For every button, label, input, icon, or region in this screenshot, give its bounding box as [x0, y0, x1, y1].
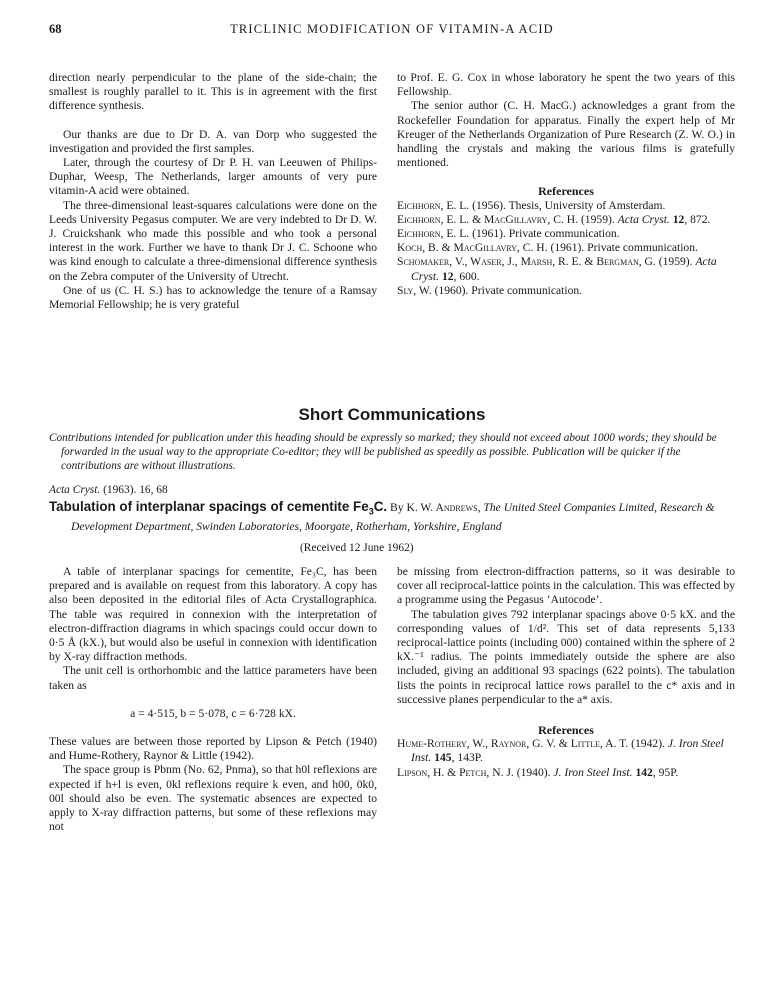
- bottom-left-column: [49, 565, 377, 834]
- reference-list: [397, 737, 735, 780]
- reference-item: Eichhorn, E. L. (1961). Private communication.: [397, 227, 620, 241]
- paragraph: One of us (C. H. S.) has to acknowledge the tenure of a Ramsay Memorial Fellowship; he is very grateful: [49, 283, 377, 312]
- references-heading: References: [538, 184, 594, 199]
- reference-item: Eichhorn, E. L. (1956). Thesis, University of Amsterdam.: [397, 198, 666, 212]
- bottom-right-column: [397, 565, 735, 780]
- reference-item: Eichhorn, E. L. & MacGillavry, C. H. (1959). Acta Cryst. 12, 872.: [397, 212, 711, 226]
- received-date: (Received 12 June 1962): [300, 542, 414, 554]
- paragraph: Later, through the courtesy of Dr P. H. van Leeuwen of Philips-Duphar, Weesp, The Netherlands, larger amounts of very pure vitamin-A acid were obtained.: [49, 156, 377, 198]
- paragraph: The space group is Pbnm (No. 62, Pnma), so that h0l reflexions are expected if h+l is even, 0kl reflexions require k even, and h00, 0k0, 00l should also be even. The systematic absences are expected to apply to X-ray diffraction patterns, but some of these reflexions may not: [49, 763, 377, 834]
- paragraph: The tabulation gives 792 interplanar spacings above 0·5 kX. and the corresponding values of 1/d². This set of data represents 5,133 reciprocal-lattice points (including 000) contained within the sphere of 2 kX.⁻¹ radius. The points immediately outside the sphere are also included, giving an additional 93 spacings (622 points). The tabulation lists the points in reciprocal lattice rows parallel to the c* axis and in successive planes perpendicular to the a* axis.: [397, 607, 735, 706]
- article-citation: Acta Cryst. (1963). 16, 68: [49, 484, 168, 496]
- affiliation: The United Steel Companies Limited, Research & Development Department, Swinden Laboratories, Moorgate, Rotherham, Yorkshire, England: [71, 501, 715, 534]
- references-heading: References: [538, 723, 594, 738]
- paragraph: direction nearly perpendicular to the plane of the side-chain; the smallest is roughly parallel to it. This is in agreement with the first difference synthesis.: [49, 71, 377, 113]
- paragraph: to Prof. E. G. Cox in whose laboratory he spent the two years of this Fellowship.: [397, 71, 735, 99]
- reference-list: [397, 199, 735, 298]
- reference-item: Hume-Rothery, W., Raynor, G. V. & Little, A. T. (1942). J. Iron Steel Inst. 145, 143P.: [397, 737, 724, 765]
- paragraph: be missing from electron-diffraction patterns, so it was desirable to cover all reciprocal-lattice points in the calculation. This was effected by a programme using the Pegasus ‘Autocode’.: [397, 565, 735, 607]
- paragraph: The unit cell is orthorhombic and the lattice parameters have been taken as: [49, 664, 377, 692]
- reference-item: Koch, B. & MacGillavry, C. H. (1961). Private communication.: [397, 241, 698, 255]
- page-number: 68: [49, 22, 62, 36]
- equation: a = 4·515, b = 5·078, c = 6·728 kX.: [130, 706, 296, 720]
- reference-item: Lipson, H. & Petch, N. J. (1940). J. Iron Steel Inst. 142, 95P.: [397, 765, 679, 779]
- article-title: Tabulation of interplanar spacings of cementite $Fe_3C$. By K. W. Andrews, The United Steel Companies Limited, Research & Development Department, Swinden Laboratories, Moorgate, Rotherham, Yorkshire, England: [49, 499, 715, 534]
- paragraph: Our thanks are due to Dr D. A. van Dorp who suggested the investigation and provided the first samples.: [49, 127, 377, 155]
- section-title: Short Communications: [298, 405, 486, 424]
- running-title: TRICLINIC MODIFICATION OF VITAMIN-A ACID: [230, 22, 554, 36]
- paragraph: The senior author (C. H. MacG.) acknowledges a grant from the Rockefeller Foundation for apparatus. Finally the expert help of Mr Kreuger of the Netherlands Organization of Pure Research (Z. W. O.) in handling the crystals and making the various films is gratefully mentioned.: [397, 99, 735, 170]
- top-right-column: [397, 71, 735, 298]
- paragraph: These values are between those reported by Lipson & Petch (1940) and Hume-Rothery, Raynor & Little (1942).: [49, 735, 377, 763]
- paragraph: A table of interplanar spacings for cementite, Fe₃C, has been prepared and is available on request from this laboratory. A copy has also been deposited in the editorial files of Acta Crystallographica. The table was required in connexion with the interpretation of electron-diffraction diagrams in which spacings could occur down to 0·5 Å (kX.), but would also be useful in connexion with identification by X-ray diffraction methods.: [49, 565, 377, 664]
- author-name: K. W. Andrews,: [406, 501, 481, 514]
- section-intro: Contributions intended for publication under this heading should be expressly so marked; they should not exceed about 1000 words; they should be forwarded in the usual way to the appropriate Co-editor; they will be published as speedily as possible. Publication will be quicker if the contributions are without illustrations.: [49, 432, 717, 473]
- reference-item: Sly, W. (1960). Private communication.: [397, 283, 583, 297]
- top-left-column: [49, 71, 377, 312]
- reference-item: Schomaker, V., Waser, J., Marsh, R. E. & Bergman, G. (1959). Acta Cryst. 12, 600.: [397, 255, 717, 283]
- paragraph: The three-dimensional least-squares calculations were done on the Leeds University Pegasus computer. We are very indebted to Dr D. W. J. Cruickshank who made this possible and who took a personal interest in the work. Further we have to thank Dr J. C. Schoone who was kind enough to calculate a three-dimensional difference synthesis on the Zebra computer of the University of Utrecht.: [49, 198, 377, 283]
